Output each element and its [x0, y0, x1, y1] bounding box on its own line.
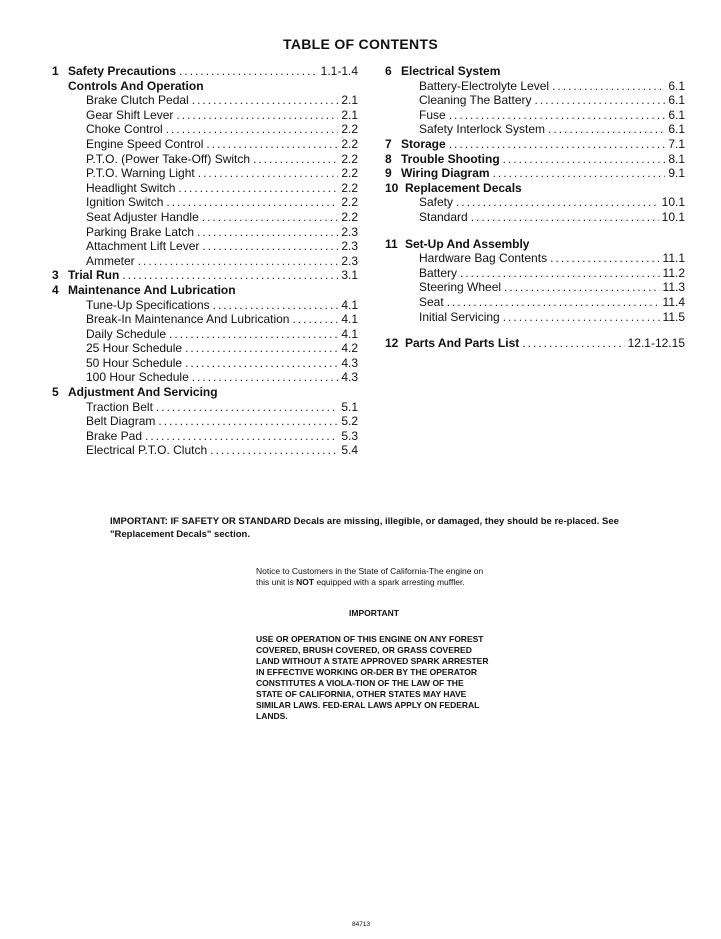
entry-label: Electrical P.T.O. Clutch	[86, 443, 208, 458]
toc-entry	[52, 356, 358, 371]
toc-entry	[52, 152, 358, 167]
dot-leader	[449, 137, 666, 152]
page-number: 2.2	[341, 166, 358, 181]
page-title: TABLE OF CONTENTS	[283, 36, 438, 52]
toc-entry	[52, 239, 358, 254]
page-number: 6.1	[668, 93, 685, 108]
toc-section-heading	[52, 79, 358, 94]
page-number: 6.1	[668, 78, 685, 93]
page-number: 11.1	[662, 251, 685, 266]
dot-leader	[166, 195, 338, 210]
toc-entry	[385, 251, 685, 266]
entry-label: Daily Schedule	[86, 326, 167, 341]
dot-leader	[158, 414, 338, 429]
toc-entry	[385, 266, 685, 281]
toc-entry	[52, 195, 358, 210]
page-number: 2.2	[341, 209, 358, 224]
toc-entry	[52, 93, 358, 108]
page-number: 4.3	[341, 355, 358, 370]
entry-label: Cleaning The Battery	[419, 93, 532, 108]
toc-entry	[52, 443, 358, 458]
entry-label: Standard	[419, 209, 468, 224]
dot-leader	[504, 280, 659, 295]
page-number: 11.4	[662, 294, 685, 309]
toc-entry	[52, 370, 358, 385]
entry-label: Attachment Lift Lever	[86, 239, 200, 254]
toc-entry	[52, 298, 358, 313]
entry-label: Parts And Parts List	[405, 336, 520, 351]
dot-leader	[197, 225, 338, 240]
toc-right-column	[385, 64, 685, 351]
dot-leader	[503, 152, 666, 167]
toc-entry	[52, 181, 358, 196]
toc-entry	[52, 312, 358, 327]
entry-label: Safety Precautions	[68, 64, 177, 78]
entry-label: Seat	[419, 294, 444, 309]
page-number: 5.1	[341, 399, 358, 414]
section-number: 5	[52, 385, 59, 400]
page-number: 2.2	[341, 180, 358, 195]
toc-entry	[385, 79, 685, 94]
dot-leader	[185, 356, 338, 371]
dot-leader	[192, 370, 339, 385]
spacer	[385, 324, 685, 336]
page-number: 4.1	[341, 297, 358, 312]
important-decals-note: IMPORTANT: IF SAFETY OR STANDARD Decals are missing, illegible, or damaged, they should be re-placed. See "Replacement Decals" section.	[110, 516, 619, 540]
notice-text-after: equipped with a spark arresting muffler.	[314, 577, 465, 587]
california-notice	[256, 566, 492, 588]
dot-leader	[185, 341, 338, 356]
section-number: 9	[385, 166, 392, 181]
page-number: 10.1	[661, 209, 685, 224]
entry-label: Electrical System	[401, 64, 501, 78]
entry-label: Gear Shift Lever	[86, 107, 174, 122]
page-number: 4.1	[341, 326, 358, 341]
dot-leader	[552, 79, 665, 94]
entry-label: Engine Speed Control	[86, 136, 204, 151]
page-number: 3.1	[341, 268, 358, 283]
toc-section-heading	[385, 237, 685, 252]
section-number: 12	[385, 336, 399, 351]
entry-label: Break-In Maintenance And Lubrication	[86, 312, 290, 327]
entry-label: Fuse	[419, 107, 446, 122]
page-number: 2.3	[341, 224, 358, 239]
entry-label: Battery-Electrolyte Level	[419, 78, 550, 93]
section-number: 1	[52, 64, 59, 78]
page-number: 2.3	[341, 253, 358, 268]
entry-label: P.T.O. (Power Take-Off) Switch	[86, 151, 251, 166]
toc-entry	[385, 210, 685, 225]
dot-leader	[206, 137, 338, 152]
page-number: 2.2	[341, 122, 358, 137]
dot-leader	[166, 122, 339, 137]
dot-leader	[550, 251, 659, 266]
page-number: 11.3	[662, 280, 685, 295]
entry-label: Brake Clutch Pedal	[86, 93, 189, 108]
entry-label: Ammeter	[86, 253, 135, 268]
dot-leader	[156, 400, 338, 415]
toc-section-heading	[52, 283, 358, 298]
entry-label: Controls And Operation	[68, 78, 204, 93]
footer-code: 84713	[352, 921, 371, 928]
entry-label: Trial Run	[68, 268, 120, 283]
important-heading: IMPORTANT	[349, 608, 399, 618]
toc-section-heading	[52, 385, 358, 400]
entry-label: Wiring Diagram	[401, 166, 490, 181]
toc-section-heading	[385, 64, 685, 79]
toc-entry	[52, 254, 358, 269]
page-number: 5.2	[341, 414, 358, 429]
section-number: 8	[385, 151, 392, 166]
page-number: 2.3	[341, 239, 358, 254]
section-number: 3	[52, 268, 59, 283]
dot-leader	[138, 254, 339, 269]
page-number: 9.1	[668, 166, 685, 181]
toc-entry	[385, 280, 685, 295]
entry-label: Safety Interlock System	[419, 122, 546, 137]
page-number: 5.4	[341, 443, 358, 458]
page-number: 10.1	[661, 195, 685, 210]
page-number: 11.5	[662, 309, 685, 324]
toc-section-heading	[385, 181, 685, 196]
dot-leader	[456, 195, 659, 210]
dot-leader	[198, 166, 339, 181]
page-number: 1.1-1.4	[320, 64, 358, 78]
toc-section-heading	[52, 268, 358, 283]
dot-leader	[169, 327, 338, 342]
toc-entry	[385, 108, 685, 123]
page-number: 11.2	[662, 265, 685, 280]
entry-label: Trouble Shooting	[401, 151, 500, 166]
toc-section-heading	[385, 152, 685, 167]
toc-entry	[52, 341, 358, 356]
entry-label: Safety	[419, 195, 454, 210]
dot-leader	[447, 295, 660, 310]
entry-label: Seat Adjuster Handle	[86, 209, 199, 224]
page-number: 8.1	[668, 151, 685, 166]
toc-section-heading	[52, 64, 358, 79]
toc-entry	[52, 429, 358, 444]
dot-leader	[202, 239, 338, 254]
dot-leader	[122, 268, 338, 283]
toc-entry	[385, 93, 685, 108]
page-number: 2.2	[341, 151, 358, 166]
page-number: 2.2	[341, 136, 358, 151]
entry-label: 100 Hour Schedule	[86, 370, 189, 385]
toc-entry	[52, 414, 358, 429]
toc-left-column	[52, 64, 358, 458]
notice-text-before: Notice to Customers in the State of California-The engine on this unit is	[256, 566, 484, 587]
toc-entry	[52, 400, 358, 415]
entry-label: 50 Hour Schedule	[86, 355, 183, 370]
dot-leader	[213, 298, 339, 313]
entry-label: Initial Servicing	[419, 309, 500, 324]
toc-entry	[385, 295, 685, 310]
dot-leader	[535, 93, 666, 108]
entry-label: Ignition Switch	[86, 195, 164, 210]
page-number: 5.3	[341, 428, 358, 443]
page-number: 4.3	[341, 370, 358, 385]
entry-label: Parking Brake Latch	[86, 224, 195, 239]
page-number: 4.2	[341, 341, 358, 356]
entry-label: Battery	[419, 265, 458, 280]
entry-label: Storage	[401, 136, 446, 151]
dot-leader	[548, 122, 665, 137]
section-number: 11	[385, 236, 398, 251]
dot-leader	[493, 166, 666, 181]
toc-entry	[52, 108, 358, 123]
entry-label: Belt Diagram	[86, 414, 156, 429]
section-number: 10	[385, 180, 399, 195]
toc-section-heading	[385, 336, 685, 351]
dot-leader	[503, 310, 660, 325]
dot-leader	[192, 93, 339, 108]
entry-label: P.T.O. Warning Light	[86, 166, 195, 181]
page-number: 2.1	[341, 93, 358, 108]
section-number: 7	[385, 136, 392, 151]
page-number: 7.1	[668, 136, 685, 151]
dot-leader	[471, 210, 659, 225]
page-number: 12.1-12.15	[627, 336, 685, 351]
page-number: 2.2	[341, 195, 358, 210]
dot-leader	[179, 64, 318, 79]
dot-leader	[176, 108, 338, 123]
page-number: 6.1	[668, 122, 685, 137]
dot-leader	[202, 210, 339, 225]
toc-entry	[52, 327, 358, 342]
dot-leader	[460, 266, 660, 281]
entry-label: Maintenance And Lubrication	[68, 282, 236, 297]
entry-label: Brake Pad	[86, 428, 143, 443]
toc-section-heading	[385, 137, 685, 152]
dot-leader	[449, 108, 666, 123]
toc-entry	[52, 210, 358, 225]
toc-entry	[385, 310, 685, 325]
section-number: 4	[52, 282, 59, 297]
toc-entry	[52, 137, 358, 152]
page-number: 4.1	[341, 312, 358, 327]
entry-label: Tune-Up Specifications	[86, 297, 210, 312]
entry-label: Hardware Bag Contents	[419, 251, 548, 266]
entry-label: Headlight Switch	[86, 180, 176, 195]
dot-leader	[145, 429, 338, 444]
entry-label: Set-Up And Assembly	[405, 236, 530, 251]
dot-leader	[178, 181, 338, 196]
toc-entry	[52, 166, 358, 181]
spacer	[385, 225, 685, 237]
toc-entry	[385, 122, 685, 137]
dot-leader	[253, 152, 338, 167]
section-number: 6	[385, 64, 392, 78]
dot-leader	[210, 443, 338, 458]
spark-arrester-warning: USE OR OPERATION OF THIS ENGINE ON ANY FOREST COVERED, BRUSH COVERED, OR GRASS COVERED LAND WITHOUT A STATE APPROVED SPARK ARRESTER IN EFFECTIVE WORKING OR-DER BY THE OPERATOR CONSTITUTES A VIOLA-TION OF THE LAW OF THE STATE OF CALIFORNIA, OTHER STATES MAY HAVE SIMILAR LAWS. FED-ERAL LAWS APPLY ON FEDERAL LANDS.	[256, 634, 489, 721]
dot-leader	[292, 312, 338, 327]
entry-label: Traction Belt	[86, 399, 153, 414]
toc-section-heading	[385, 166, 685, 181]
entry-label: 25 Hour Schedule	[86, 341, 183, 356]
page-number: 2.1	[341, 107, 358, 122]
entry-label: Steering Wheel	[419, 280, 502, 295]
entry-label: Replacement Decals	[405, 180, 522, 195]
entry-label: Adjustment And Servicing	[68, 385, 218, 400]
entry-label: Choke Control	[86, 122, 163, 137]
toc-entry	[52, 225, 358, 240]
toc-entry	[52, 122, 358, 137]
toc-entry	[385, 195, 685, 210]
page-number: 6.1	[668, 107, 685, 122]
notice-text-bold: NOT	[296, 577, 315, 587]
dot-leader	[522, 336, 624, 351]
